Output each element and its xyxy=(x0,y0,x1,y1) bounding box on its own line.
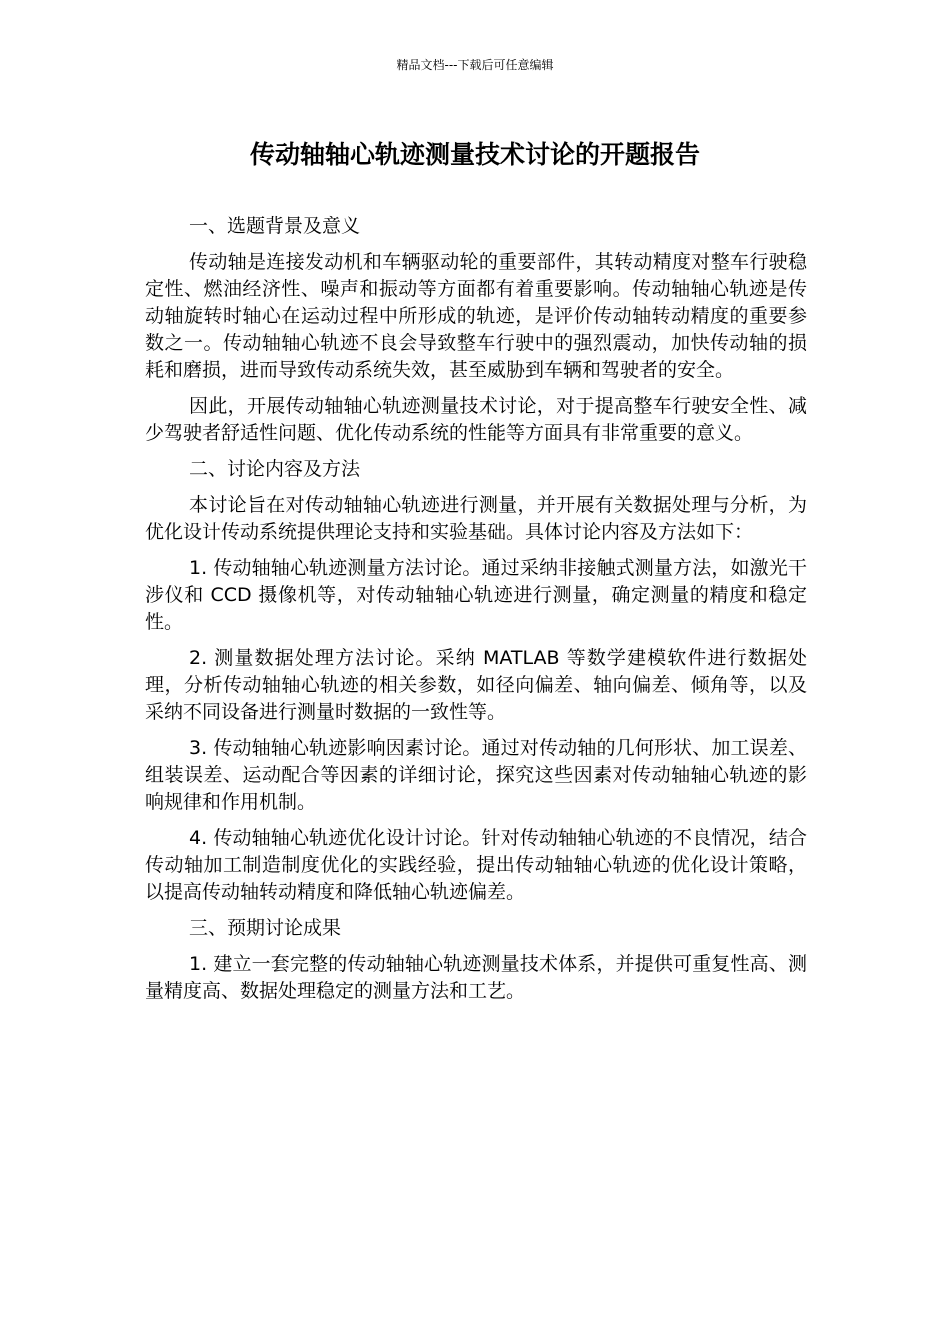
list-item-influence-factors: 3. 传动轴轴心轨迹影响因素讨论。通过对传动轴的几何形状、加工误差、组装误差、运动配合等因素的详细讨论，探究这些因素对传动轴轴心轨迹的影响规律和作用机制。 xyxy=(145,737,807,813)
document-body xyxy=(145,213,807,1014)
list-item-optimization: 4. 传动轴轴心轨迹优化设计讨论。针对传动轴轴心轨迹的不良情况，结合传动轴加工制造制度优化的实践经验，提出传动轴轴心轨迹的优化设计策略，以提高传动轴转动精度和降低轴心轨迹偏差。 xyxy=(145,827,807,903)
section-heading-background: 一、选题背景及意义 xyxy=(189,215,361,237)
section-heading-expected-results: 三、预期讨论成果 xyxy=(189,917,342,939)
paragraph-background: 传动轴是连接发动机和车辆驱动轮的重要部件，其转动精度对整车行驶稳定性、燃油经济性、噪声和振动等方面都有着重要影响。传动轴轴心轨迹是传动轴旋转时轴心在运动过程中所形成的轨迹，是评价传动轴转动精度的重要参数之一。传动轴轴心轨迹不良会导致整车行驶中的强烈震动，加快传动轴的损耗和磨损，进而导致传动系统失效，甚至威胁到车辆和驾驶者的安全。 xyxy=(145,251,807,381)
paragraph-significance: 因此，开展传动轴轴心轨迹测量技术讨论，对于提高整车行驶安全性、减少驾驶者舒适性问题、优化传动系统的性能等方面具有非常重要的意义。 xyxy=(145,395,807,444)
list-item-expected-result-1: 1. 建立一套完整的传动轴轴心轨迹测量技术体系，并提供可重复性高、测量精度高、数据处理稳定的测量方法和工艺。 xyxy=(145,953,807,1002)
list-item-data-processing: 2. 测量数据处理方法讨论。采纳 MATLAB 等数学建模软件进行数据处理，分析传动轴轴心轨迹的相关参数，如径向偏差、轴向偏差、倾角等，以及采纳不同设备进行测量时数据的一致性等。 xyxy=(145,647,807,723)
list-item-measurement-method: 1. 传动轴轴心轨迹测量方法讨论。通过采纳非接触式测量方法，如激光干涉仪和 CCD 摄像机等，对传动轴轴心轨迹进行测量，确定测量的精度和稳定性。 xyxy=(145,557,807,633)
section-heading-content-methods: 二、讨论内容及方法 xyxy=(189,458,361,480)
paragraph-content-intro: 本讨论旨在对传动轴轴心轨迹进行测量，并开展有关数据处理与分析，为优化设计传动系统提供理论支持和实验基础。具体讨论内容及方法如下： xyxy=(145,494,807,543)
header-note: 精品文档---下载后可任意编辑 xyxy=(396,58,554,72)
document-title: 传动轴轴心轨迹测量技术讨论的开题报告 xyxy=(249,140,700,169)
